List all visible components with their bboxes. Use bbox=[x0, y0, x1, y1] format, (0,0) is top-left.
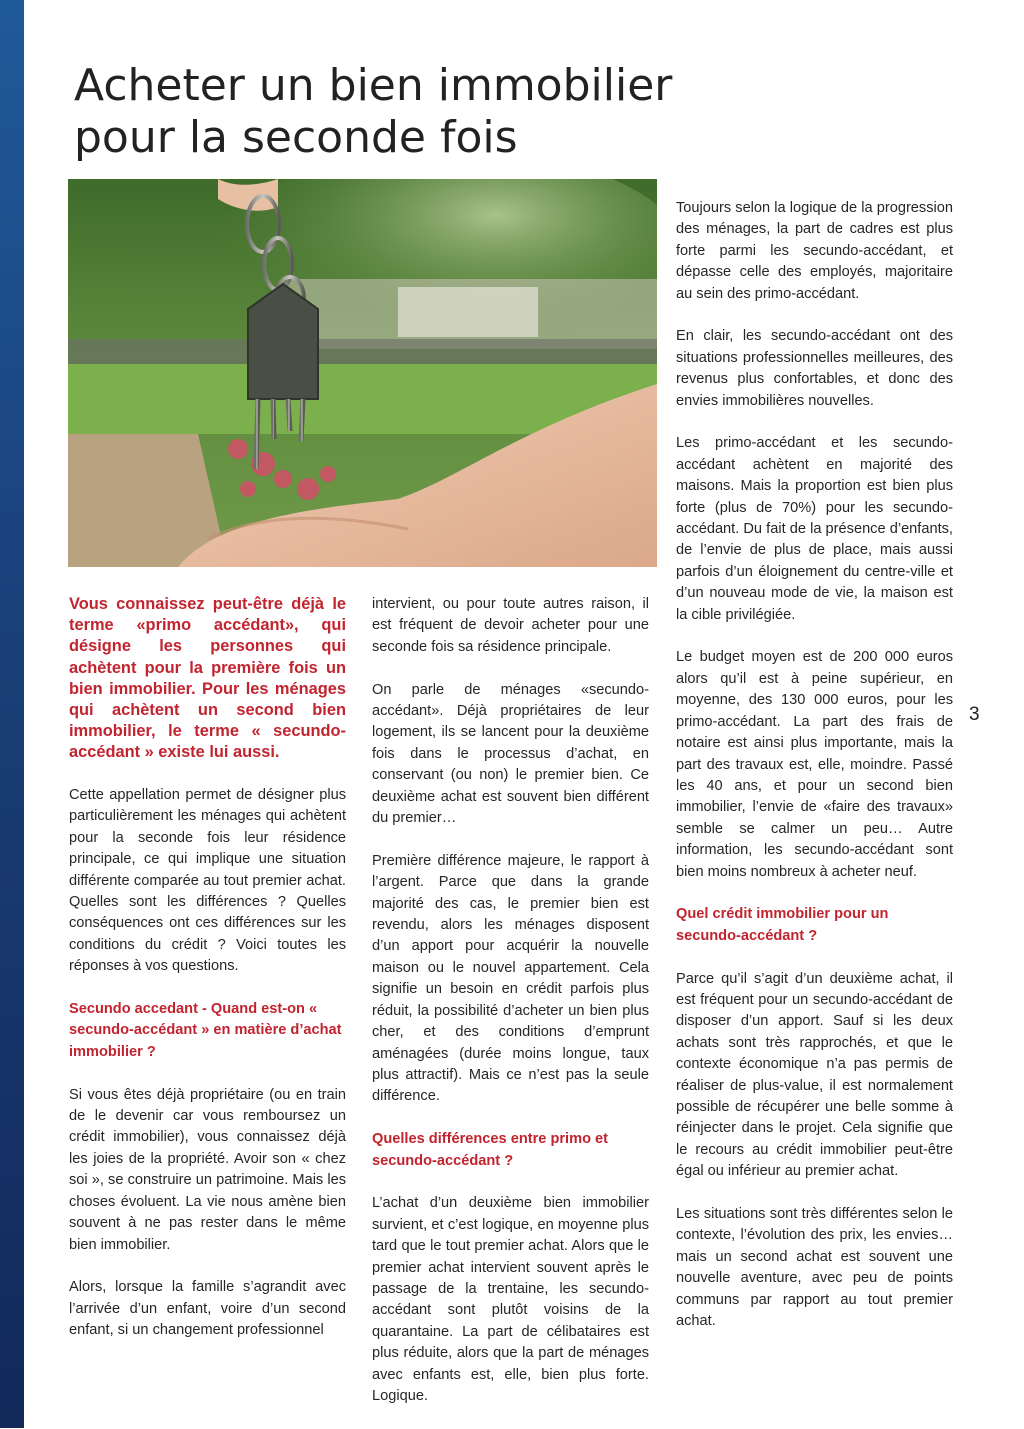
col3-heading: Quel crédit immobilier pour un secundo-accédant ? bbox=[676, 906, 889, 944]
col2-paragraph-3: Première différence majeure, le rapport à l’argent. Parce que dans la grande majorité des cas, le premier bien est revendu, alors les ménages disposent d’un apport pour acquérir la nouvelle maison ou le nouvel appartement. Cela signifie un besoin en crédit parfois plus réduit, la possibilité d’acheter un bien plus cher, et des conditions d’emprunt aménagées (durée moins longue, taux plus attractif). Mais ce n’est pas la seule différence. bbox=[372, 852, 649, 1105]
col1-paragraph-1: Cette appellation permet de désigner plus particulièrement les ménages qui achètent pour la seconde fois leur résidence principale, ce qui implique une situation différente comparée au tout premier achat. Quelles sont les différences ? Quelles conséquences ont ces différences sur les conditions du crédit ? Voici toutes les réponses à vos questions. bbox=[69, 787, 346, 975]
title-line-2: pour la seconde fois bbox=[74, 112, 518, 163]
col2-paragraph-1: intervient, ou pour toute autres raison, il est fréquent de devoir acheter pour une seconde fois sa résidence principale. bbox=[372, 596, 649, 655]
column-2 bbox=[372, 594, 649, 1429]
page-number: 3 bbox=[969, 704, 980, 725]
col3-paragraph-2: En clair, les secundo-accédant ont des situations professionnelles meilleures, des revenus plus confortables, et donc des envies immobilières nouvelles. bbox=[676, 328, 953, 409]
col1-paragraph-3: Alors, lorsque la famille s’agrandit avec l’arrivée d’un enfant, voire d’un second enfant, si un changement professionnel bbox=[69, 1279, 346, 1339]
col3-paragraph-3: Les primo-accédant et les secundo-accédant achètent en majorité des maisons. Mais la proportion est bien plus forte (plus de 70%) pour les secundo-accédant. Du fait de la présence d’enfants, de l’envie de plus de place, mais aussi parfois d’un éloignement du centre-ville et d’un nouveau mode de vie, la maison est la cible privilégiée. bbox=[676, 435, 953, 623]
col3-paragraph-1: Toujours selon la logique de la progression des ménages, la part de cadres est plus forte parmi les secundo-accédant, et dépasse celle des employés, majoritaire au sein des primo-accédant. bbox=[676, 200, 953, 302]
keys-hand-photo bbox=[68, 179, 657, 567]
intro-lead: Vous connaissez peut-être déjà le terme «primo accédant», qui désigne les personnes qui achètent pour la première fois un bien immobilier. Pour les ménages qui achètent un second bien immobilier, le terme « secundo-accédant » existe lui aussi. bbox=[69, 595, 346, 762]
col3-paragraph-6: Les situations sont très différentes selon le contexte, l’évolution des prix, les envies… mais un second achat est souvent une nouvelle aventure, avec peu de points communs par rapport au tout premier achat. bbox=[676, 1206, 953, 1330]
col3-paragraph-4: Le budget moyen est de 200 000 euros alors qu’il est à peine supérieur, en moyenne, des 130 000 euros, pour les primo-accédant. La part des frais de notaire est ainsi plus importante, mais la part des travaux est, elle, moindre. Passé les 40 ans, et pour un second bien immobilier, l’envie de «faire des travaux» semble se calmer un peu… Autre information, les secundo-accédant sont bien moins nombreux à acheter neuf. bbox=[676, 649, 953, 880]
col3-paragraph-5: Parce qu’il s’agit d’un deuxième achat, il est fréquent pour un secundo-accédant de disposer d’un apport. Sauf si les deux achats sont très rapprochés, et que le contexte économique n’a pas permis de réaliser de plus-value, il est normalement possible de récupérer une belle somme à réinjecter dans le projet. Cela signifie que le recours au crédit immobilier peut-être égal ou inférieur au premier achat. bbox=[676, 970, 953, 1180]
column-3 bbox=[676, 198, 953, 1354]
column-1 bbox=[69, 594, 346, 1363]
keys-photo-illustration bbox=[68, 179, 657, 567]
side-color-band bbox=[0, 0, 24, 1428]
col2-paragraph-2: On parle de ménages «secundo-accédant». Déjà propriétaires de leur logement, ils se lancent pour la deuxième fois dans le processus d’achat, en conservant (ou non) le premier bien. Ce deuxième achat est souvent bien différent du premier… bbox=[372, 681, 649, 827]
col1-heading: Secundo accedant - Quand est-on « secundo-accédant » en matière d’achat immobilier ? bbox=[69, 1001, 342, 1060]
page-title bbox=[74, 60, 694, 164]
col2-heading: Quelles différences entre primo et secundo-accédant ? bbox=[372, 1131, 609, 1169]
col2-paragraph-4: L’achat d’un deuxième bien immobilier survient, et c’est logique, en moyenne plus tard que le tout premier achat. Alors que le premier achat intervient souvent après le passage de la trentaine, les secundo-accédant sont plutôt voisins de la quarantaine. La part de célibataires est plus réduite, alors que la part de ménages avec enfants est, elle, bien plus forte. Logique. bbox=[372, 1195, 649, 1404]
title-line-1: Acheter un bien immobilier bbox=[74, 60, 673, 111]
col1-paragraph-2: Si vous êtes déjà propriétaire (ou en train de le devenir car vous remboursez un crédit immobilier), vous connaissez déjà les joies de la propriété. Avoir son « chez soi », se construire un patrimoine. Mais les choses évoluent. La vie nous amène bien souvent à ne pas rester dans le même bien immobilier. bbox=[69, 1086, 346, 1253]
